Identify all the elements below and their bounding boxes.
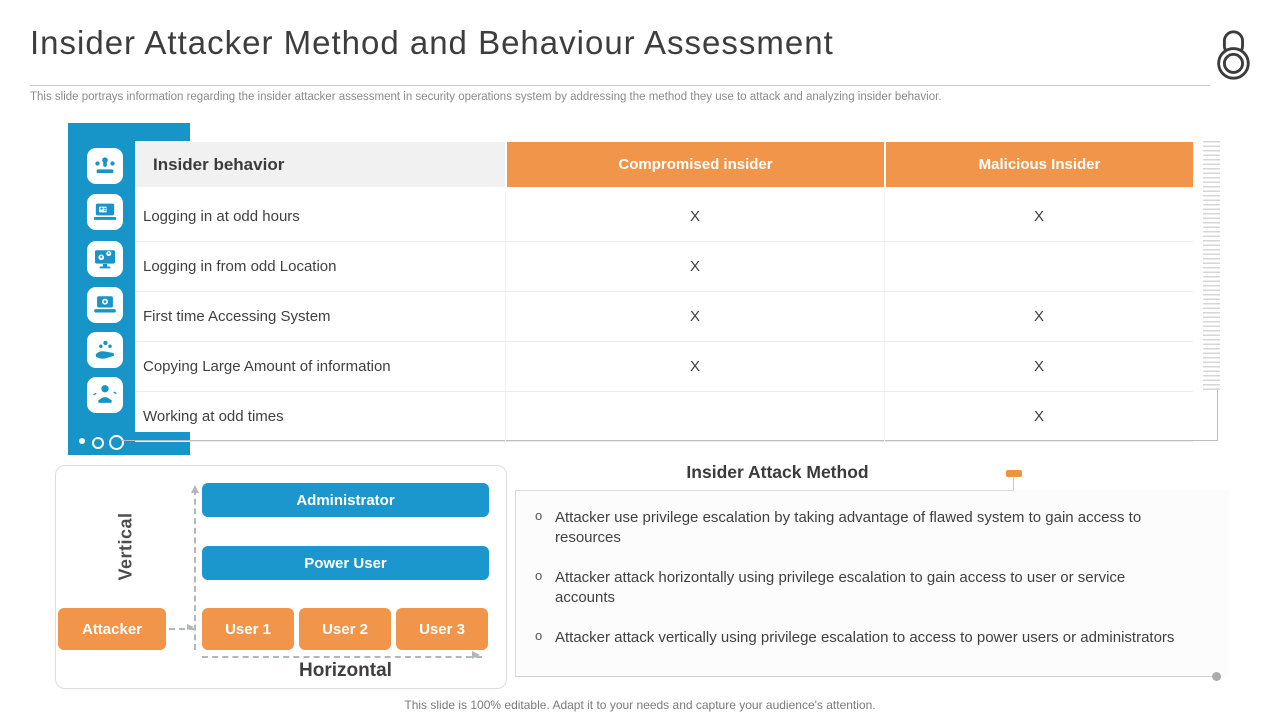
user1-box: User 1 [202, 608, 294, 650]
attack-method-heading: Insider Attack Method [686, 462, 869, 482]
column-header-compromised: Compromised insider [505, 142, 884, 187]
horizontal-axis-label: Horizontal [299, 660, 392, 681]
line-end-dot [1212, 672, 1221, 681]
window-dot-icon [109, 435, 124, 450]
monitor-location-icon [87, 241, 123, 277]
insider-behavior-table [135, 142, 1193, 442]
table-cell-mark: X [505, 342, 884, 392]
bullet-item: o Attacker attack horizontally using privilege escalation to gain access to user or service accounts [533, 568, 1183, 607]
table-cell-mark [884, 242, 1193, 292]
table-cell-mark: X [505, 292, 884, 342]
frame-connector-line [1217, 388, 1218, 441]
horizontal-dashed-arrow [202, 656, 482, 658]
panel-bottom-border [515, 676, 1215, 677]
column-header-malicious: Malicious Insider [884, 142, 1193, 187]
hatch-strip-decoration [1203, 141, 1220, 390]
user2-box: User 2 [299, 608, 391, 650]
panel-top-border [515, 490, 1014, 491]
column-header-behavior: Insider behavior [135, 142, 505, 187]
attacker-dashed-arrow [169, 628, 195, 630]
power-user-box: Power User [202, 546, 489, 580]
laptop-screen-icon [87, 287, 123, 323]
bullet-item: o Attacker use privilege escalation by taking advantage of flawed system to gain access to resources [533, 508, 1183, 547]
hand-people-icon [87, 332, 123, 368]
vertical-axis-label: Vertical [115, 512, 136, 581]
table-row-label: Logging in from odd Location [135, 242, 505, 292]
table-cell-mark [505, 392, 884, 442]
padlock-icon [1211, 28, 1255, 82]
table-cell-mark: X [505, 242, 884, 292]
table-cell-mark: X [884, 342, 1193, 392]
orange-dash-decoration [1006, 470, 1022, 477]
person-working-laptop-icon [87, 377, 123, 413]
table-row-label: Logging in at odd hours [135, 192, 505, 242]
table-row-label: Working at odd times [135, 392, 505, 442]
header-divider [30, 85, 1210, 86]
attacker-box: Attacker [58, 608, 166, 650]
table-cell-mark: X [884, 192, 1193, 242]
window-dot-icon [79, 438, 85, 444]
table-row-label: Copying Large Amount of information [135, 342, 505, 392]
panel-connector-line [1013, 477, 1014, 491]
page-title: Insider Attacker Method and Behaviour Assessment [30, 24, 834, 61]
team-group-icon [87, 148, 123, 184]
attack-method-bullet-list [533, 508, 1183, 669]
slide-subtitle: This slide portrays information regarding the insider attacker assessment in security operations system by addressing the method they use to attack and analyzing insider behavior. [30, 91, 942, 103]
table-cell-mark: X [884, 292, 1193, 342]
table-cell-mark: X [505, 192, 884, 242]
laptop-id-card-icon [87, 194, 123, 230]
window-dot-icon [92, 437, 104, 449]
bullet-item: o Attacker attack vertically using privilege escalation to access to power users or administrators [533, 628, 1183, 648]
footer-note: This slide is 100% editable. Adapt it to your needs and capture your audience's attention. [404, 698, 876, 712]
table-row-label: First time Accessing System [135, 292, 505, 342]
user3-box: User 3 [396, 608, 488, 650]
table-cell-mark: X [884, 392, 1193, 442]
administrator-box: Administrator [202, 483, 489, 517]
